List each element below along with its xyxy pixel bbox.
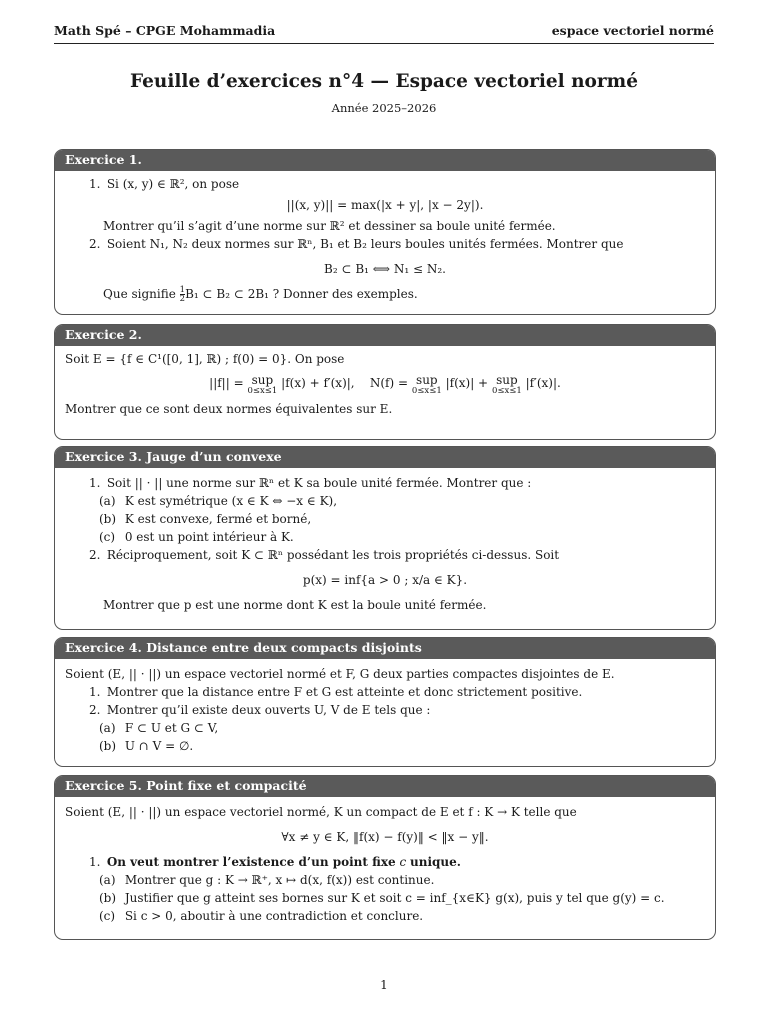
exercise-3-box	[54, 446, 716, 630]
exercise-3-body	[55, 468, 715, 620]
exercise-5-title: Exercice 5. Point fixe et compacité	[55, 776, 715, 797]
paragraph: Soient (E, || · ||) un espace vectoriel normé et F, G deux parties compactes disjointes de E.	[65, 667, 615, 681]
header-right: espace vectoriel normé	[551, 23, 714, 38]
formula: ||(x, y)|| = max(|x + y|, |x − 2y|).	[286, 198, 484, 212]
page-number: 1	[380, 978, 388, 992]
exercise-3-title: Exercice 3. Jauge d’un convexe	[55, 447, 715, 468]
list-item: 1. Montrer que la distance entre F et G est atteinte et donc strictement positive.	[89, 685, 583, 699]
header-left: Math Spé – CPGE Mohammadia	[54, 23, 276, 38]
sub-item: (c) Si c > 0, aboutir à une contradiction et conclure.	[99, 909, 424, 923]
sub-item: (a) K est symétrique (x ∈ K ⇔ −x ∈ K),	[99, 494, 338, 508]
list-item: 1. On veut montrer l’existence d’un point fixe c unique.	[89, 855, 461, 869]
list-item: 2. Montrer qu’il existe deux ouverts U, V de E tels que :	[89, 703, 431, 717]
formula: p(x) = inf{a > 0 ; x/a ∈ K}.	[302, 573, 468, 587]
list-item: 2. Réciproquement, soit K ⊂ ℝⁿ possédant les trois propriétés ci-dessus. Soit	[89, 548, 560, 562]
exercise-5-body	[55, 797, 715, 931]
paragraph: Montrer que ce sont deux normes équivalentes sur E.	[65, 401, 393, 416]
fraction: $\frac{1}{2}$	[179, 284, 186, 304]
exercise-4-box	[54, 637, 716, 767]
sub-item: (b) K est convexe, fermé et borné,	[99, 512, 312, 526]
formula: ||f|| = sup 0≤x≤1 |f(x) + f′(x)|, N(f) = sup 0≤x≤1 |f(x)| + sup 0≤x≤1 |f′(x)|.	[209, 373, 561, 396]
running-header	[54, 22, 714, 44]
list-item: 1. Si (x, y) ∈ ℝ², on pose	[89, 177, 240, 191]
sub-item: (c) 0 est un point intérieur à K.	[99, 530, 294, 544]
sub-item: (a) Montrer que g : K → ℝ⁺, x ↦ d(x, f(x)) est continue.	[99, 873, 435, 887]
sub-item: (b) Justifier que g atteint ses bornes sur K et soit c = inf_{x∈K} g(x), puis y tel que g(y) = c.	[99, 891, 665, 905]
exercise-4-title: Exercice 4. Distance entre deux compacts disjoints	[55, 638, 715, 659]
exercise-2-box	[54, 324, 716, 440]
academic-year: Année 2025–2026	[331, 100, 437, 115]
exercise-1-box	[54, 149, 716, 315]
sub-item: (a) F ⊂ U et G ⊂ V,	[99, 721, 219, 735]
formula: ∀x ≠ y ∈ K, ‖f(x) − f(y)‖ < ‖x − y‖.	[281, 830, 489, 844]
exercise-1-body	[55, 171, 715, 310]
formula: B₂ ⊂ B₁ ⟺ N₁ ≤ N₂.	[324, 262, 446, 276]
list-item: 1. Soit || · || une norme sur ℝⁿ et K sa boule unité fermée. Montrer que :	[89, 476, 532, 490]
sub-item: (b) U ∩ V = ∅.	[99, 739, 194, 753]
paragraph: Montrer qu’il s’agit d’une norme sur ℝ² et dessiner sa boule unité fermée.	[103, 219, 556, 233]
exercise-4-body	[55, 659, 715, 761]
list-item: 2. Soient N₁, N₂ deux normes sur ℝⁿ, B₁ et B₂ leurs boules unités fermées. Montrer que	[89, 237, 624, 251]
paragraph: Montrer que p est une norme dont K est la boule unité fermée.	[103, 598, 487, 612]
exercise-1-title: Exercice 1.	[55, 150, 715, 171]
paragraph: Soient (E, || · ||) un espace vectoriel normé, K un compact de E et f : K → K telle que	[65, 805, 577, 819]
exercise-2-title: Exercice 2.	[55, 325, 715, 346]
exercise-5-box	[54, 775, 716, 940]
page-title: Feuille d’exercices n°4 — Espace vectoriel normé	[130, 71, 638, 92]
exercise-2-body	[55, 346, 715, 424]
paragraph: Soit E = {f ∈ C¹([0, 1], ℝ) ; f(0) = 0}. On pose	[65, 352, 345, 366]
paragraph: Que signifie $\frac{1}{2}$ B₁ ⊂ B₂ ⊂ 2B₁ ? Donner des exemples.	[103, 284, 418, 304]
title-block	[0, 68, 768, 117]
